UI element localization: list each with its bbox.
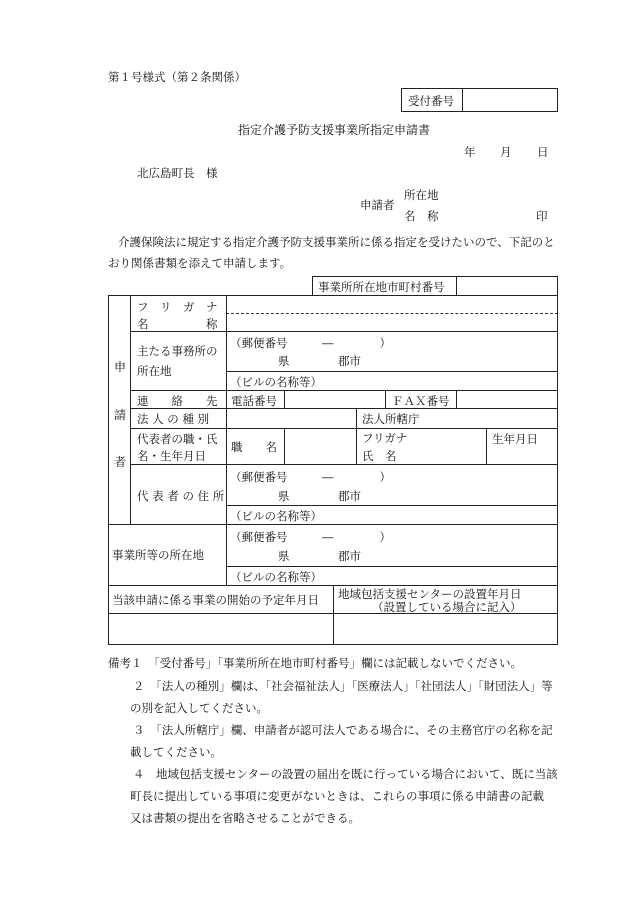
line: [226, 371, 558, 372]
line: [130, 295, 131, 524]
center-date-field[interactable]: [336, 615, 556, 643]
note-4-line-1: ４ 地域包括支援センターの設置の届出を既に行っている場合において、既に当該: [133, 767, 558, 781]
note-2-line-2: の別を記入してください。: [130, 701, 268, 715]
building-label: （ビルの名称等）: [230, 375, 322, 389]
prefecture-label: 県: [278, 354, 290, 368]
line: [456, 390, 457, 408]
name-field[interactable]: [230, 315, 555, 330]
position-label: 職 名: [231, 440, 277, 454]
furigana-divider: [226, 313, 558, 314]
applicant-name-label: 名 称: [404, 209, 439, 223]
postal-code-label: （郵便番号 ― ）: [230, 470, 391, 484]
phone-label: 電話番号: [231, 394, 277, 408]
receipt-divider: [462, 88, 463, 112]
date-month: 月: [500, 145, 512, 159]
county-city-label: 郡市: [338, 489, 361, 503]
line: [108, 524, 558, 525]
office-location-label: 事業所等の所在地: [112, 548, 204, 562]
main-office-label-2: 所在地: [137, 364, 172, 378]
rep-name-label: 氏 名: [362, 449, 397, 463]
contact-label: 連 絡 先: [137, 394, 218, 408]
location-label: 所在地: [404, 188, 439, 202]
corp-type-label: 法 人 の 種 別: [137, 412, 210, 426]
date-year: 年: [464, 145, 476, 159]
rep-furigana-label: フリガナ: [362, 431, 408, 445]
municipality-divider: [456, 276, 457, 296]
main-office-label-1: 主たる事務所の: [137, 344, 218, 358]
start-date-field[interactable]: [110, 615, 331, 643]
date-day: 日: [537, 145, 549, 159]
applicant-section-char: 申: [114, 360, 127, 374]
line: [333, 585, 334, 645]
municipality-code-label: 事業所所在地市町村番号: [318, 280, 445, 294]
rep-title-label-2: 名・生年月日: [137, 449, 206, 463]
postal-code-label: （郵便番号 ― ）: [230, 336, 391, 350]
line: [284, 428, 285, 464]
line: [356, 408, 357, 464]
line: [284, 390, 285, 408]
building-label: （ビルの名称等）: [230, 509, 322, 523]
document-title: 指定介護予防支援事業所指定申請書: [238, 123, 431, 137]
corp-authority-label: 法人所轄庁: [362, 412, 420, 426]
applicant-section-char: 者: [114, 455, 127, 469]
line: [486, 428, 487, 464]
note-4-line-3: 又は書類の提出を省略させることができる。: [130, 811, 360, 825]
seal-mark: 印: [536, 209, 548, 223]
county-city-label: 郡市: [338, 549, 361, 563]
line: [130, 464, 558, 465]
addressee: 北広島町長 様: [137, 166, 218, 180]
note-4-line-2: 町長に提出している事項に変更がないときは、これらの事項に係る申請書の記載: [130, 789, 544, 803]
note-1: 備考１ 「受付番号」「事業所所在地市町村番号」欄には記載しないでください。: [108, 656, 522, 670]
intro-line-2: おり関係書類を添えて申請します。: [108, 256, 292, 270]
fax-label: ＦＡＸ番号: [392, 394, 450, 408]
postal-code-label: （郵便番号 ― ）: [230, 530, 391, 544]
line: [226, 566, 558, 567]
building-label: （ビルの名称等）: [230, 570, 322, 584]
birthdate-label: 生年月日: [492, 432, 538, 446]
center-date-label-2: （設置している場合に記入）: [372, 600, 522, 614]
rep-title-label-1: 代表者の職・氏: [137, 432, 218, 446]
receipt-number-label: 受付番号: [408, 94, 454, 108]
receipt-number-field[interactable]: [466, 89, 556, 111]
note-2-line-1: ２ 「法人の種別」欄は、「社会福祉法人」「医療法人」「社団法人」「財団法人」等: [133, 679, 553, 693]
line: [226, 295, 227, 585]
line: [130, 428, 558, 429]
prefecture-label: 県: [278, 489, 290, 503]
applicant-label: 申請者: [360, 198, 395, 212]
name-label: 名 称: [137, 317, 218, 331]
line: [226, 505, 558, 506]
rep-address-label: 代 表 者 の 住 所: [137, 489, 225, 503]
start-date-label: 当該申請に係る事業の開始の予定年月日: [112, 593, 319, 607]
applicant-section-char: 請: [114, 408, 127, 422]
fax-field[interactable]: [459, 391, 556, 407]
county-city-label: 郡市: [338, 354, 361, 368]
line: [385, 390, 386, 408]
center-date-label-1: 地域包括支援センターの設置年月日: [338, 587, 522, 601]
phone-field[interactable]: [287, 391, 383, 407]
furigana-label: フ リ ガ ナ: [137, 300, 218, 314]
prefecture-label: 県: [278, 549, 290, 563]
note-3-line-1: ３ 「法人所轄庁」欄、申請者が認可法人である場合に、その主務官庁の名称を記: [133, 723, 553, 737]
corp-type-field[interactable]: [229, 409, 354, 427]
note-3-line-2: 載してください。: [130, 745, 222, 759]
intro-line-1: 介護保険法に規定する指定介護予防支援事業所に係る指定を受けたいので、下記のと: [118, 235, 555, 249]
furigana-field[interactable]: [230, 297, 555, 312]
form-number: 第１号様式（第２条関係）: [108, 70, 246, 84]
